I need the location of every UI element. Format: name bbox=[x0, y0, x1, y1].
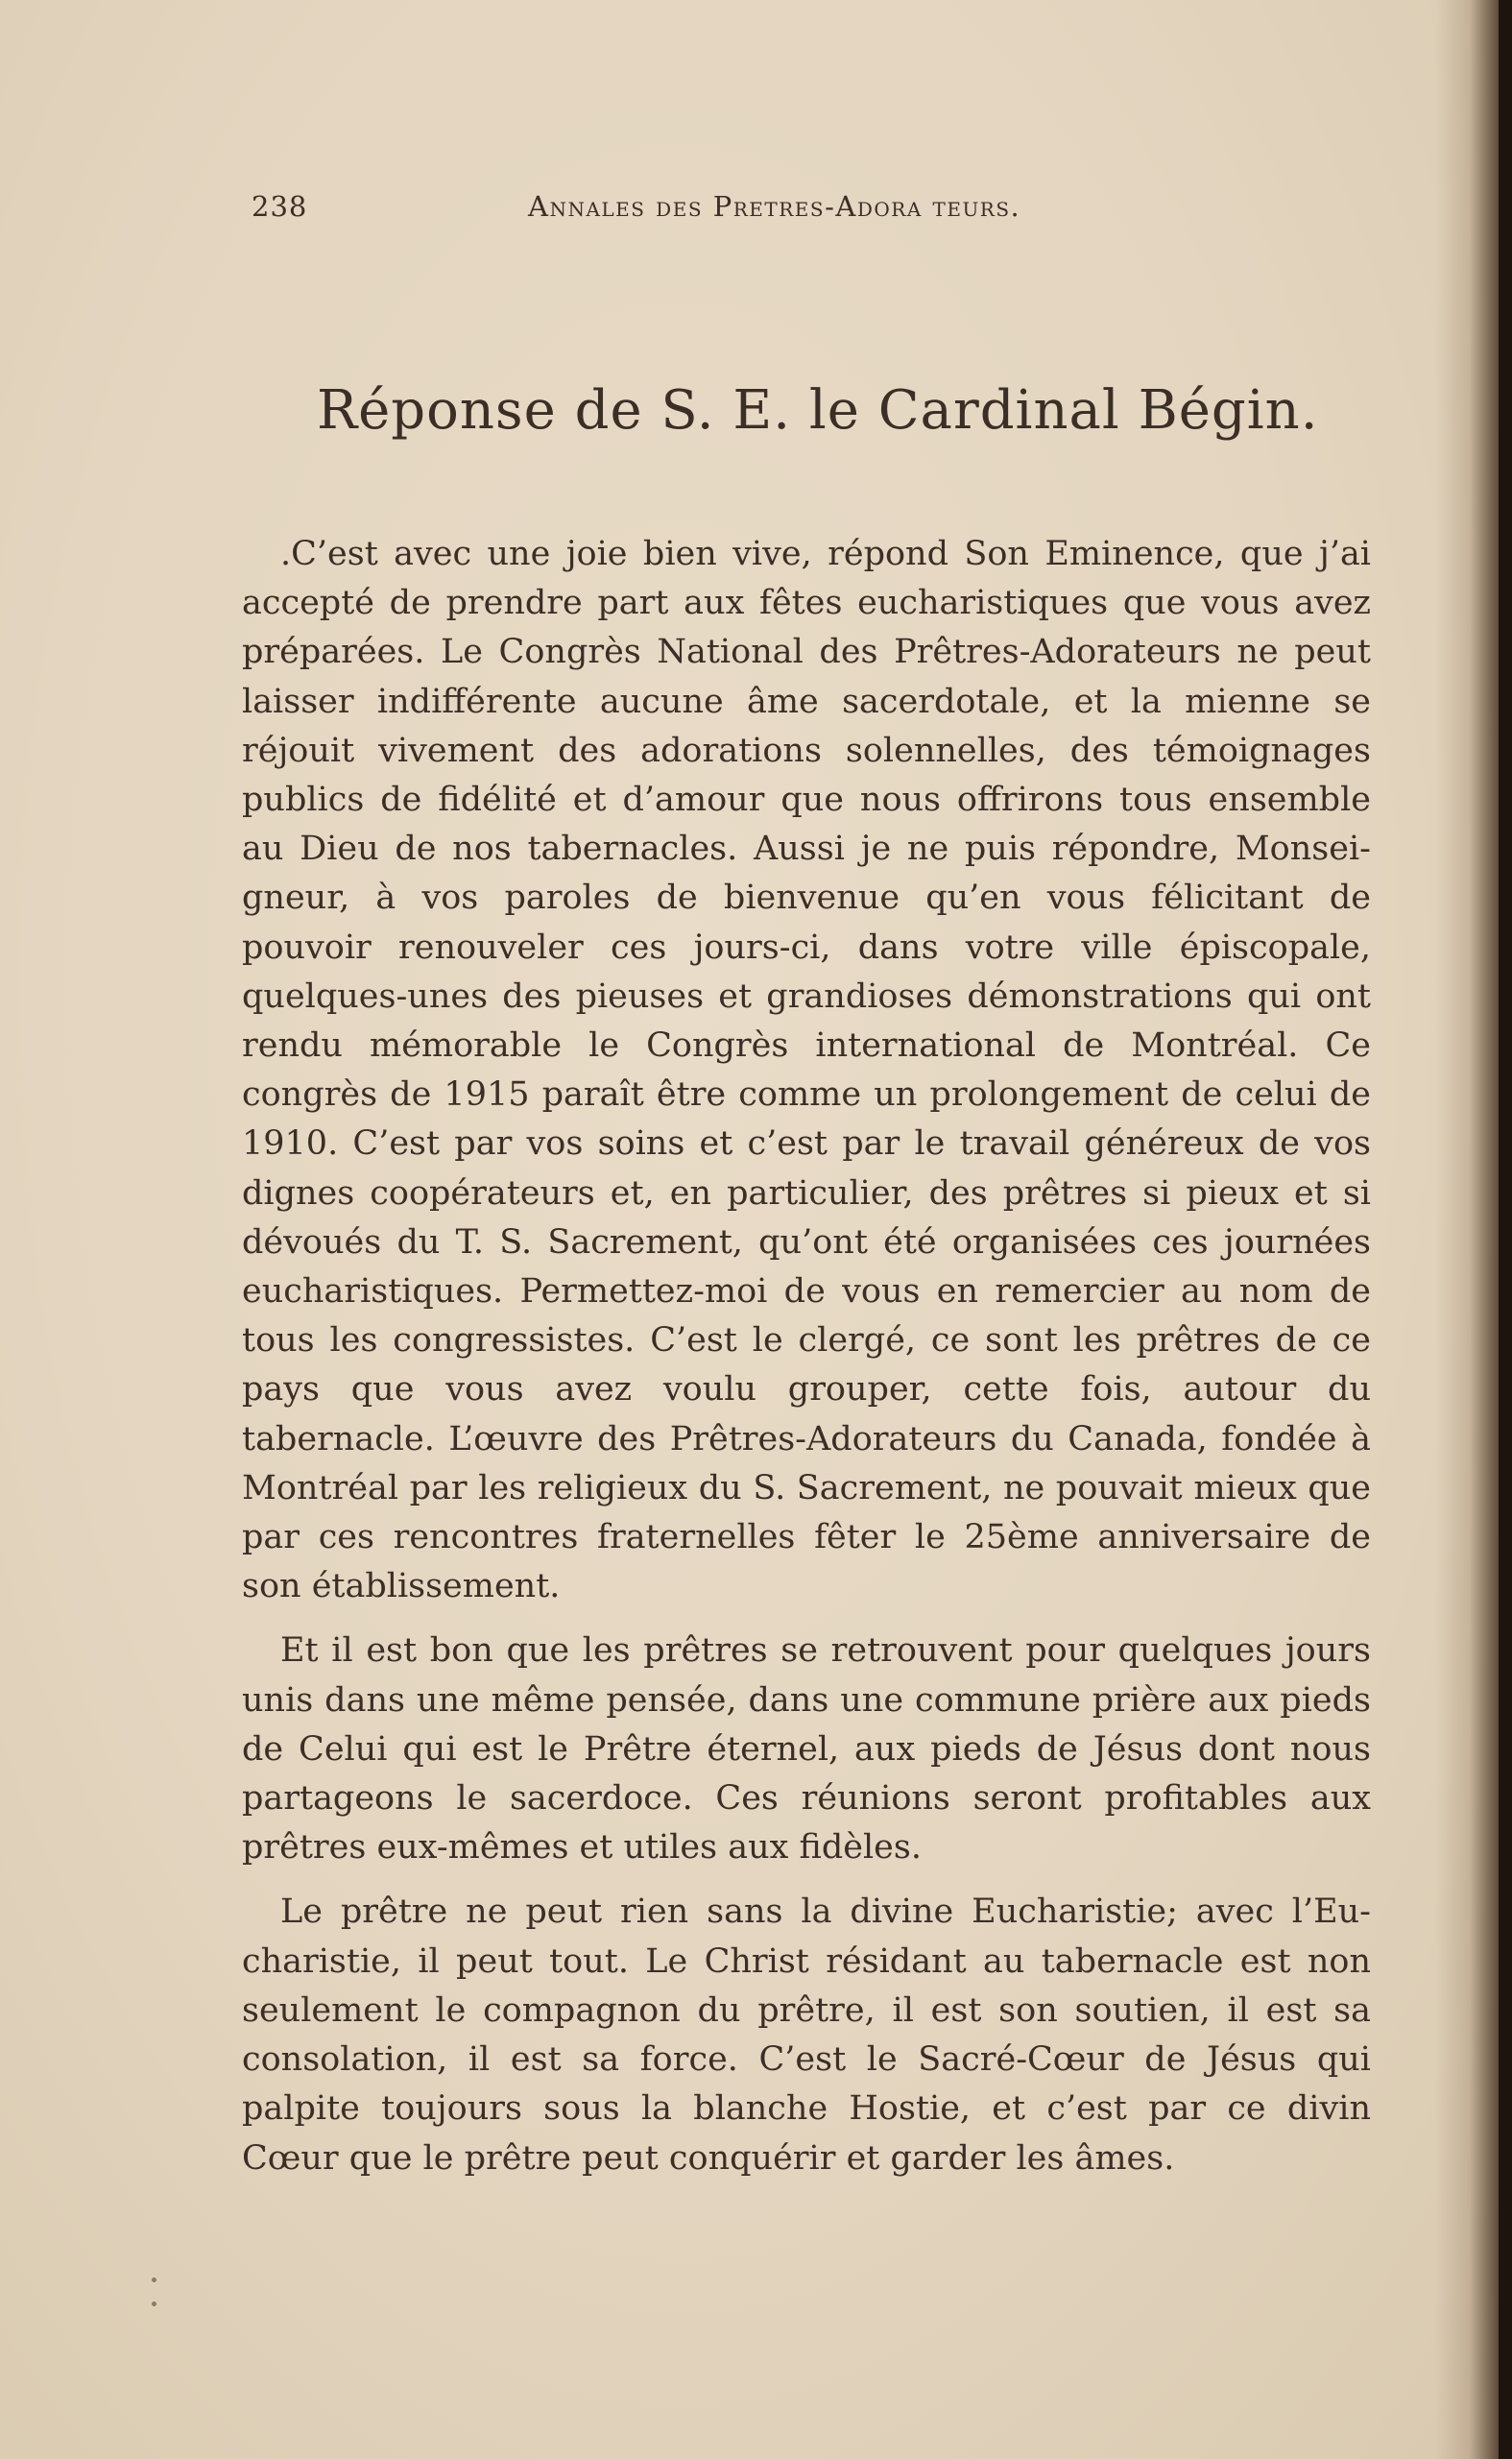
article-body bbox=[242, 530, 1371, 2183]
page-number: 238 bbox=[252, 190, 308, 223]
paragraph: .C’est avec une joie bien vive, répond Son Eminence, que j’ai accepté de prendre part aux fêtes eucharistiques que vous avez préparées. Le Congrès National des Prêtres-Adorateurs ne peut laisser indifférente aucune âme sacerdotale, et la mienne se réjouit vivement des adorations solennelles, des témoignages publics de fidélité et d’amour que nous offrirons tous ensemble au Dieu de nos tabernacles. Aussi je ne puis répondre, Monseigneur, à vos paroles de bienvenue qu’en vous félicitant de pouvoir renouveler ces jours-ci, dans votre ville épiscopale, quelques-unes des pieuses et grandioses démonstrations qui ont rendu mémorable le Congrès international de Montréal. Ce congrès de 1915 paraît être comme un prolongement de celui de 1910. C’est par vos soins et c’est par le travail généreux de vos dignes coopérateurs et, en particulier, des prêtres si pieux et si dévoués du T. S. Sacrement, qu’ont été organisées ces journées eucharistiques. Permettez-moi de vous en remercier au nom de tous les congressistes. C’est le clergé, ce sont les prêtres de ce pays que vous avez voulu grouper, cette fois, autour du tabernacle. L’œuvre des Prêtres-Adorateurs du Canada, fondée à Montréal par les religieux du S. Sacrement, ne pouvait mieux que par ces rencontres fraternelles fêter le 25ème anniversaire de son établissement. bbox=[242, 535, 1371, 1606]
running-head: Annales des Pretres-Adora teurs. bbox=[528, 190, 1021, 223]
paper-specks bbox=[152, 2278, 157, 2316]
paragraph: Le prêtre ne peut rien sans la divine Eucharistie; avec l’Eucharistie, il peut tout. Le Christ résidant au tabernacle est non seulement le compagnon du prêtre, il est son soutien, il est sa consolation, il est sa force. C’est le Sacré-Cœur de Jésus qui palpite toujours sous la blanche Hostie, et c’est par ce divin Cœur que le prêtre peut conquérir et garder les âmes. bbox=[242, 1892, 1371, 2178]
binding-edge bbox=[1499, 0, 1512, 2459]
article-title: Réponse de S. E. le Cardinal Bégin. bbox=[317, 379, 1319, 442]
paragraph: Et il est bon que les prêtres se retrouvent pour quelques jours unis dans une même pensée, dans une commune prière aux pieds de Celui qui est le Prêtre éternel, aux pieds de Jésus dont nous partageons le sacerdoce. Ces réunions seront profitables aux prêtres eux-mêmes et utiles aux fidèles. bbox=[242, 1631, 1371, 1868]
page-header bbox=[252, 190, 1212, 229]
